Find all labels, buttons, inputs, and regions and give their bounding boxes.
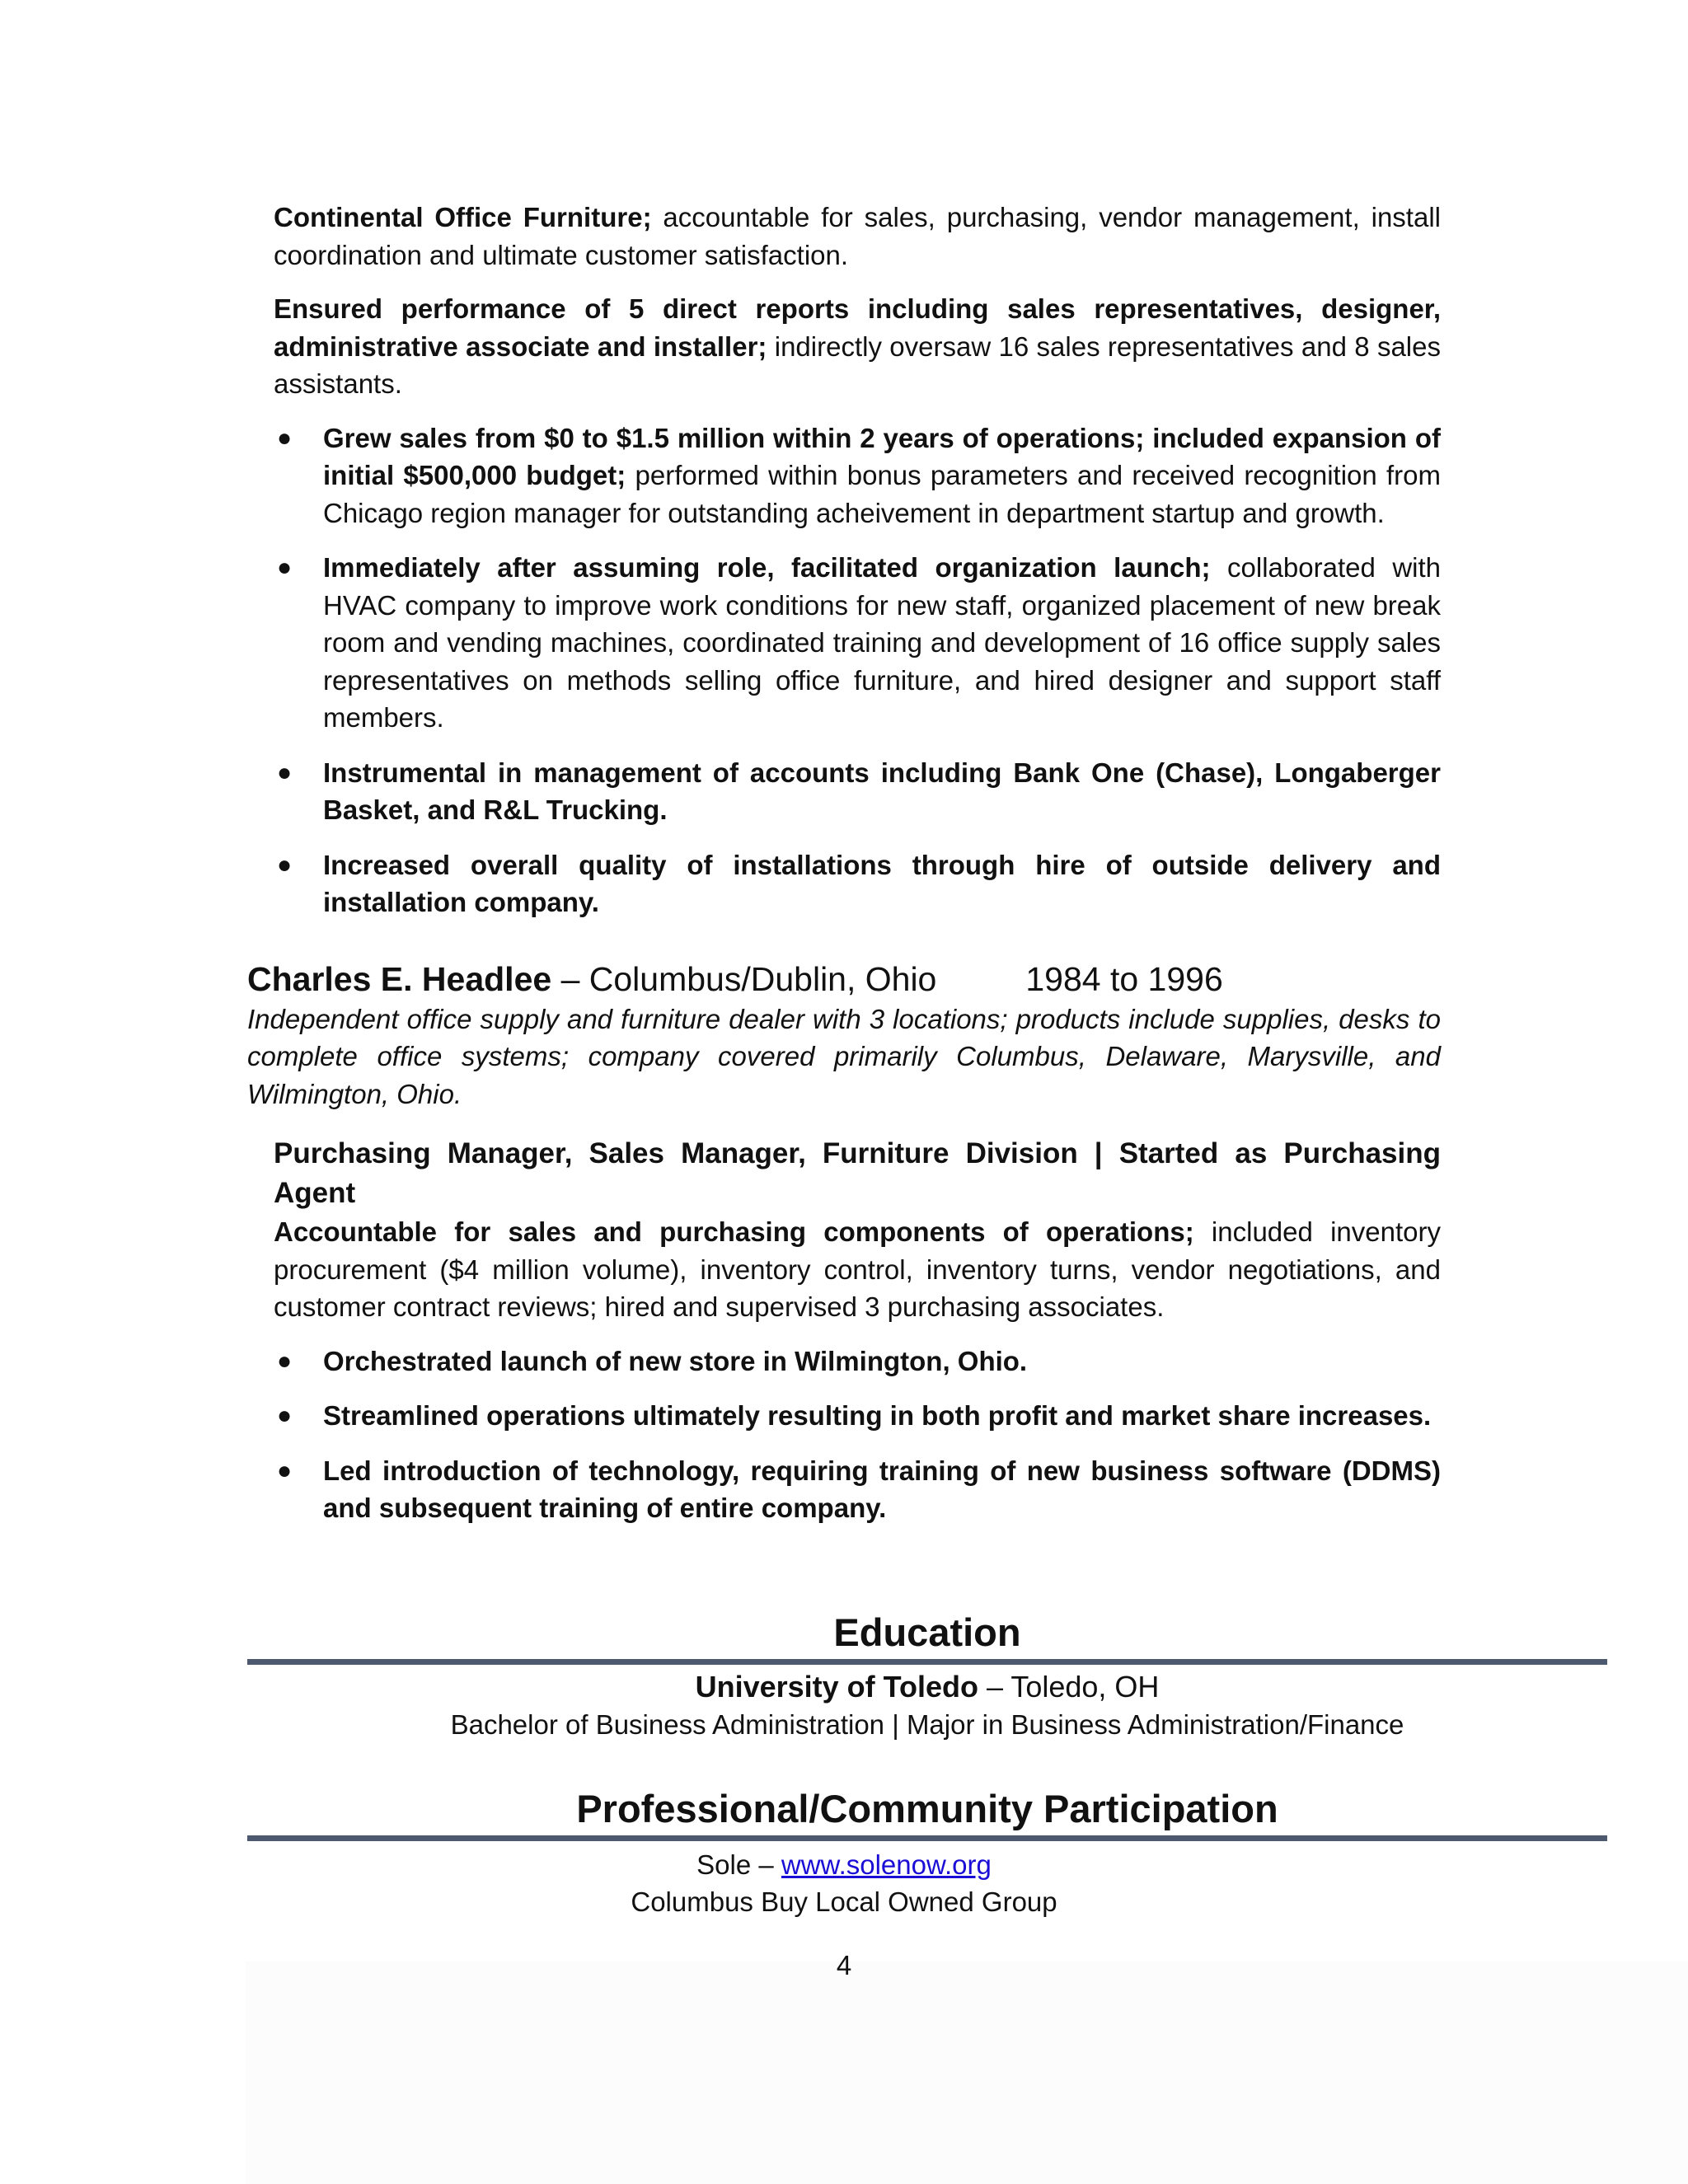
direct-reports xyxy=(274,290,1441,403)
bullet-bold: Led introduction of technology, requiring training of new business software (DDMS) and subsequent training of entire company. xyxy=(323,1455,1441,1523)
participation-heading: Professional/Community Participation xyxy=(576,1787,1278,1830)
employer-name: Charles E. Headlee xyxy=(247,959,552,998)
bullet-bold: Increased overall quality of installations through hire of outside delivery and installation company. xyxy=(323,849,1441,917)
page-shadow xyxy=(246,1961,1688,2184)
bullet-bold: Streamlined operations ultimately resulting in both profit and market share increases. xyxy=(323,1400,1432,1431)
school-line xyxy=(247,1668,1607,1706)
bullet-bold: Grew sales from $0 to $1.5 million within 2 years of operations; included expansion of initial $500,000 budget; xyxy=(323,422,1441,490)
list-item xyxy=(274,1343,1441,1380)
bullet-icon: ● xyxy=(277,424,293,452)
participation-item: Columbus Buy Local Owned Group xyxy=(631,1886,1057,1917)
list-item xyxy=(274,1452,1441,1527)
footer xyxy=(247,1947,1607,1984)
job2-achievements xyxy=(274,1343,1441,1527)
employer-heading xyxy=(247,958,1607,1001)
job-title: Purchasing Manager, Sales Manager, Furniture Division | Started as Purchasing Agent xyxy=(274,1137,1441,1209)
list-item xyxy=(274,419,1441,532)
list-item xyxy=(274,549,1441,737)
job1-section xyxy=(247,199,1607,1544)
employer-description: Independent office supply and furniture dealer with 3 locations; products include supplies, desks to complete office systems; company covered primarily Columbus, Delaware, Marysville, and Wilmington, Ohio. xyxy=(247,1003,1441,1109)
education-section xyxy=(247,1608,1607,1744)
bullet-bold: Instrumental in management of accounts including Bank One (Chase), Longaberger Basket, and R&L Trucking. xyxy=(323,757,1441,825)
section-divider xyxy=(247,1659,1607,1665)
solenow-link[interactable]: www.solenow.org xyxy=(781,1849,992,1880)
degree: Bachelor of Business Administration | Major in Business Administration/Finance xyxy=(450,1709,1404,1740)
bullet-icon: ● xyxy=(277,1347,293,1375)
bullet-icon: ● xyxy=(277,758,293,786)
bullet-icon: ● xyxy=(277,851,293,879)
direct-reports-text: indirectly oversaw 16 sales representatives and 8 sales assistants. xyxy=(274,330,1441,399)
employer-location: – Columbus/Dublin, Ohio xyxy=(551,959,937,998)
school-name: University of Toledo xyxy=(695,1670,978,1704)
company-intro xyxy=(274,199,1441,274)
list-item xyxy=(274,1397,1441,1435)
participation-item-label: Sole – xyxy=(696,1849,781,1880)
list-item xyxy=(274,846,1441,921)
bullet-text: performed within bonus parameters and received recognition from Chicago region manager for outstanding acheivement in department startup and growth. xyxy=(323,460,1441,528)
bullet-icon: ● xyxy=(277,1456,293,1484)
school-location: – Toledo, OH xyxy=(978,1670,1160,1704)
page-number: 4 xyxy=(836,1950,852,1980)
employment-dates: 1984 to 1996 xyxy=(1025,959,1223,998)
bullet-icon: ● xyxy=(277,1402,293,1429)
participation-item xyxy=(247,1846,1441,1883)
bullet-bold: Orchestrated launch of new store in Wilmington, Ohio. xyxy=(323,1345,1028,1376)
role-summary-text: included inventory procurement ($4 million volume), inventory control, inventory turns, vendor negotiations, and customer contract reviews; hired and supervised 3 purchasing associates. xyxy=(274,1216,1441,1322)
section-divider xyxy=(247,1835,1607,1841)
participation-section xyxy=(247,1784,1607,1920)
company-intro-text: accountable for sales, purchasing, vendor management, install coordination and ultimate customer satisfaction. xyxy=(274,202,1441,270)
bullet-icon: ● xyxy=(277,554,293,581)
list-item xyxy=(274,754,1441,829)
bullet-bold: Immediately after assuming role, facilitated organization launch; xyxy=(323,552,1211,583)
education-heading: Education xyxy=(833,1610,1021,1654)
role-summary-bold: Accountable for sales and purchasing components of operations; xyxy=(274,1216,1194,1247)
role-summary xyxy=(274,1213,1441,1326)
company-intro-bold: Continental Office Furniture; xyxy=(274,202,652,232)
job1-achievements xyxy=(274,419,1441,921)
direct-reports-bold: Ensured performance of 5 direct reports including sales representatives, designer, administrative associate and installer; xyxy=(274,293,1441,362)
bullet-text: collaborated with HVAC company to improve work conditions for new staff, organized placement of new break room and vending machines, coordinated training and development of 16 office supply sales representatives on methods selling office furniture, and hired designer and support staff members. xyxy=(323,552,1441,733)
